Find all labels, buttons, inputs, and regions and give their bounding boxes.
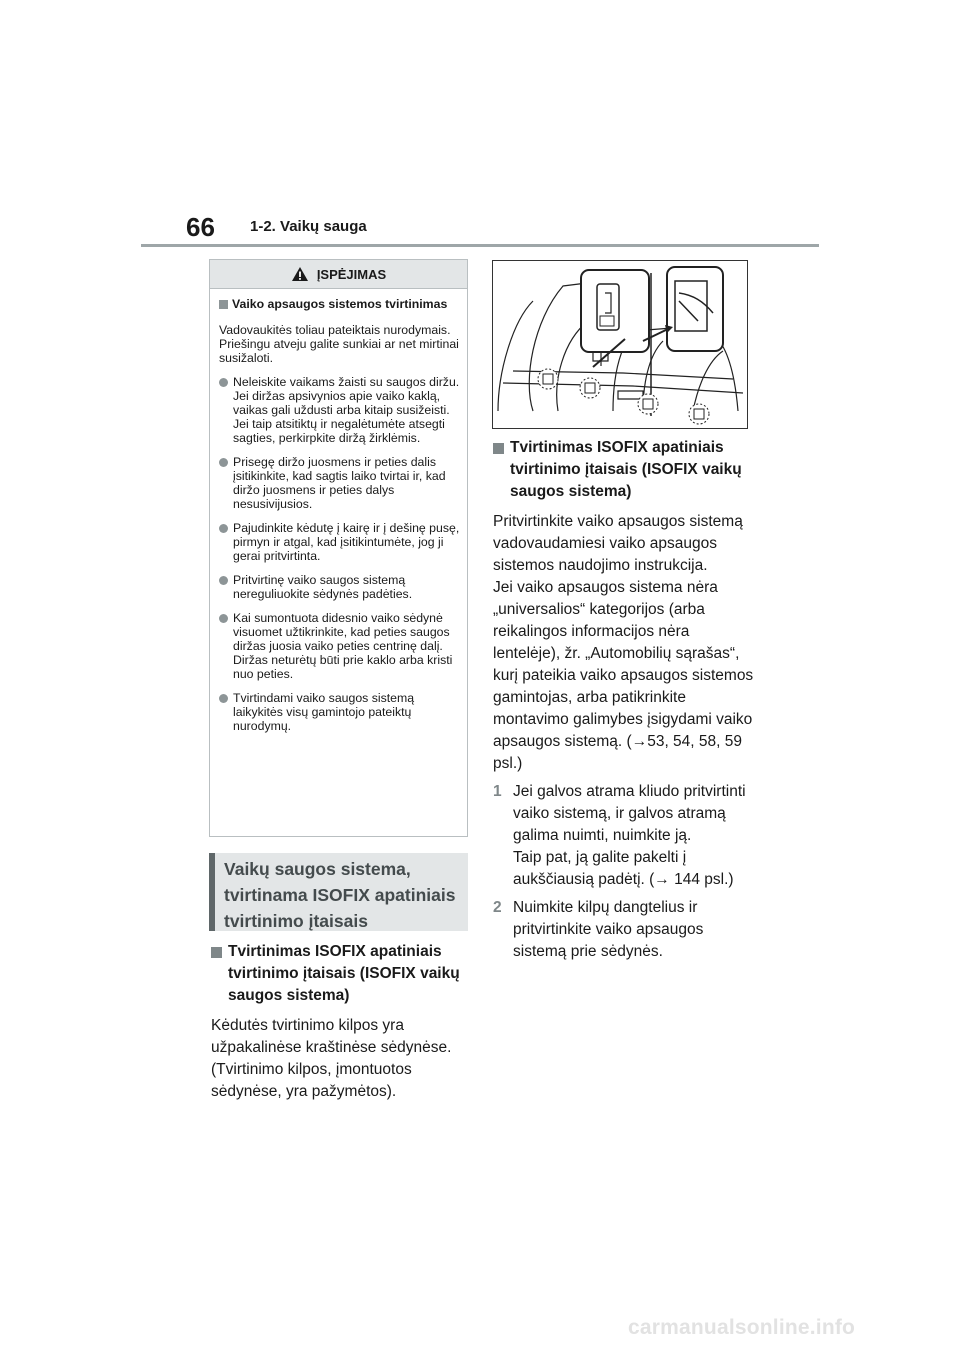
step-item xyxy=(493,781,755,891)
bullet-dot-icon xyxy=(219,378,228,387)
right-paragraph-heading-text: Tvirtinimas ISOFIX apatiniais tvirtinimo įtaisais (ISOFIX vaikų saugos sistema) xyxy=(510,439,742,500)
step-item xyxy=(493,897,755,963)
bullet-dot-icon xyxy=(219,694,228,703)
right-paragraph xyxy=(493,437,755,963)
warning-header xyxy=(210,260,467,289)
warning-subheading-text: Vaiko apsaugos sistemos tvirtinimas xyxy=(232,297,448,311)
right-paragraph-body: Pritvirtinkite vaiko apsaugos sistemą vadovaudamiesi vaiko apsaugos sistemos naudojimo instrukcija. Jei vaiko apsaugos sistema nėra „universalios“ kategorijos (arba reikalingos informacijos nėra lentelėje), žr. „Automobilių sąrašas“, kurį pateikia vaiko apsaugos sistemos gamintojas, arba patikrinkite montavimo galimybes įsigydami vaiko apsaugos sistemą. (→53, 54, 58, 59 psl.) xyxy=(493,513,754,772)
warning-subheading xyxy=(219,297,461,311)
section-heading: Vaikų saugos sistema, tvirtinama ISOFIX apatiniais tvirtinimo įtaisais xyxy=(209,853,468,931)
warning-bullet-text: Neleiskite vaikams žaisti su saugos diržu. Jei diržas apsivynios apie vaiko kaklą, vaikas gali uždusti arba kitaip susižeisti. Jei taip atsitiktų ir negalėtumėte atsegti sagties, perkirpkite diržą žirklėmis. xyxy=(233,375,460,445)
left-paragraph xyxy=(211,941,473,1103)
warning-bullet xyxy=(219,375,461,445)
square-bullet-icon xyxy=(211,947,222,958)
page-number: 66 xyxy=(186,212,215,242)
left-paragraph-heading-text: Tvirtinimas ISOFIX apatiniais tvirtinimo įtaisais (ISOFIX vaikų saugos sistema) xyxy=(228,943,460,1004)
isofix-seat-illustration xyxy=(492,260,748,429)
right-paragraph-heading xyxy=(493,437,755,503)
section-title: 1-2. Vaikų sauga xyxy=(250,218,367,235)
square-bullet-icon xyxy=(493,443,504,454)
warning-bullet xyxy=(219,611,461,681)
warning-box xyxy=(209,259,468,837)
header-rule xyxy=(141,244,819,247)
warning-bullet xyxy=(219,455,461,511)
bullet-dot-icon xyxy=(219,576,228,585)
warning-bullet xyxy=(219,521,461,563)
step-number: 2 xyxy=(493,899,502,916)
left-paragraph-heading xyxy=(211,941,473,1007)
bullet-dot-icon xyxy=(219,524,228,533)
square-bullet-icon xyxy=(219,300,228,309)
watermark: carmanualsonline.info xyxy=(628,1316,856,1339)
warning-intro: Vadovaukitės toliau pateiktais nurodymais. Priešingu atveju galite sunkiai ar net mirtinai susižaloti. xyxy=(219,323,459,365)
warning-body xyxy=(210,289,467,733)
warning-bullet-text: Kai sumontuota didesnio vaiko sėdynė visuomet užtikrinkite, kad peties saugos diržas juosia vaiko peties centrinę dalį. Diržas neturėtų būti prie kaklo arba kristi nuo peties. xyxy=(233,611,453,681)
step-number: 1 xyxy=(493,783,502,800)
warning-triangle-icon xyxy=(291,266,309,282)
warning-bullet-text: Tvirtindami vaiko saugos sistemą laikykitės visų gamintojo pateiktų nurodymų. xyxy=(233,691,415,733)
warning-bullet-text: Pritvirtinę vaiko saugos sistemą nereguliuokite sėdynės padėties. xyxy=(233,573,413,601)
warning-bullet xyxy=(219,573,461,601)
step-text: Nuimkite kilpų dangtelius ir pritvirtinkite vaiko apsaugos sistemą prie sėdynės. xyxy=(513,899,704,960)
bullet-dot-icon xyxy=(219,614,228,623)
step-text: Jei galvos atrama kliudo pritvirtinti vaiko sistemą, ir galvos atramą galima nuimti, nuimkite ją. Taip pat, ją galite pakelti į aukščiausią padėtį. (→ 144 psl.) xyxy=(513,783,746,888)
left-paragraph-body: Kėdutės tvirtinimo kilpos yra užpakalinėse kraštinėse sėdynėse. (Tvirtinimo kilpos, įmontuotos sėdynėse, yra pažymėtos). xyxy=(211,1017,452,1100)
warning-bullet xyxy=(219,691,461,733)
warning-title: ĮSPĖJIMAS xyxy=(316,266,387,282)
warning-bullet-text: Pajudinkite kėdutę į kairę ir į dešinę pusę, pirmyn ir atgal, kad įsitikintumėte, jog ji gerai pritvirtinta. xyxy=(233,521,460,563)
bullet-dot-icon xyxy=(219,458,228,467)
warning-bullet-text: Prisegę diržo juosmens ir peties dalis įsitikinkite, kad sagtis laiko tvirtai ir, kad diržo juosmens ir peties dalys nesusivijusios. xyxy=(233,455,446,511)
